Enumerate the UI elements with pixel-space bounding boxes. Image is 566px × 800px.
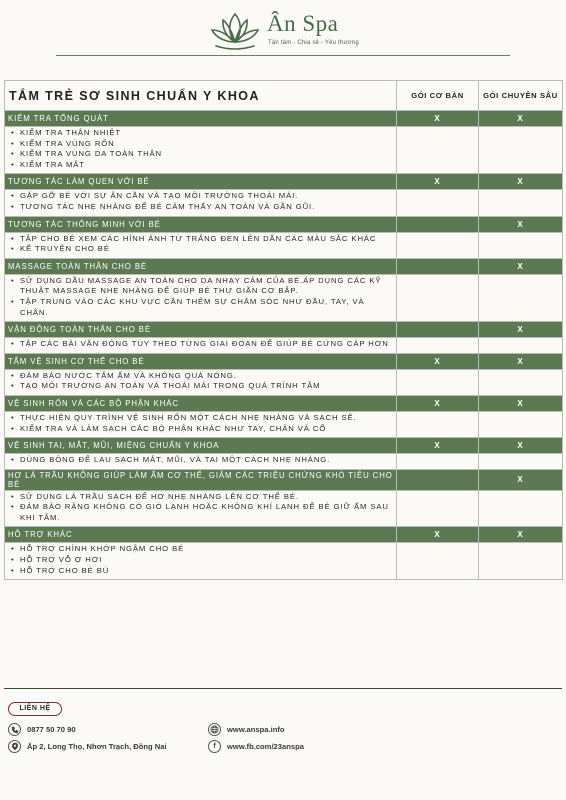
basic-package-mark xyxy=(397,322,479,338)
section-items-row xyxy=(5,274,563,321)
section-title: HỖ TRỢ KHÁC xyxy=(5,527,397,543)
section-items-row xyxy=(5,490,563,527)
list-item: • TẬP TRUNG VÀO CÁC KHU VỰC CẦN THÊM SỰ CHĂM SÓC NHƯ ĐẦU, TAY, VÀ CHÂN. xyxy=(10,297,393,318)
section-title: KIỂM TRA TỔNG QUÁT xyxy=(5,111,397,127)
list-item: • KIỂM TRA VÙNG RỐN xyxy=(10,139,393,150)
basic-package-mark xyxy=(397,258,479,274)
list-item: • SỬ DỤNG DẦU MASSAGE AN TOÀN CHO DA NHẠY CẢM CỦA BÉ.ÁP DỤNG CÁC KỸ THUẬT MASSAGE NHẸ NHÀNG ĐỂ GIÚP BÉ THƯ GIÃN CƠ BẮP. xyxy=(10,276,393,297)
premium-package-mark: X xyxy=(479,469,563,490)
empty-cell xyxy=(397,490,479,527)
section-items-row xyxy=(5,232,563,258)
section-header-row xyxy=(5,111,563,127)
item-list xyxy=(10,455,393,466)
list-item: • GẶP GỠ BÉ VỚI SỰ ÂN CẦN VÀ TẠO MÔI TRƯỜNG THOẢI MÁI. xyxy=(10,191,393,202)
item-list xyxy=(10,544,393,576)
section-items-row xyxy=(5,411,563,437)
contact-website[interactable] xyxy=(208,723,285,736)
lotus-logo-icon xyxy=(206,8,264,54)
empty-cell xyxy=(397,338,479,354)
list-item: • ĐẢM BẢO NƯỚC TẮM ẤM VÀ KHÔNG QUÁ NÓNG. xyxy=(10,371,393,382)
section-items-row xyxy=(5,190,563,216)
brand-name: Ân Spa xyxy=(267,11,339,36)
website-link: www.anspa.info xyxy=(227,725,285,734)
list-item: • HỖ TRỢ CHO BÉ BÚ xyxy=(10,566,393,577)
facebook-icon: f xyxy=(208,740,221,753)
section-header-row xyxy=(5,395,563,411)
empty-cell xyxy=(397,543,479,580)
address-text: Ấp 2, Long Thọ, Nhơn Trạch, Đồng Nai xyxy=(27,742,167,751)
list-item: • TƯƠNG TÁC NHẸ NHÀNG ĐỂ BÉ CẢM THẤY AN TOÀN VÀ GẦN GŨI. xyxy=(10,202,393,213)
header-divider xyxy=(56,55,510,56)
location-icon xyxy=(8,740,21,753)
list-item: • HỖ TRỢ CHỈNH KHỚP NGẬM CHO BÉ xyxy=(10,544,393,555)
section-items-row xyxy=(5,127,563,174)
item-list xyxy=(10,339,393,350)
list-item: • KỂ TRUYỆN CHO BÉ xyxy=(10,244,393,255)
empty-cell xyxy=(479,369,563,395)
section-items-row xyxy=(5,454,563,470)
contact-label: LIÊN HỆ xyxy=(8,702,62,716)
contact-phone[interactable] xyxy=(8,723,76,736)
premium-package-mark: X xyxy=(479,216,563,232)
table-title: TẮM TRẺ SƠ SINH CHUẨN Y KHOA xyxy=(5,81,397,111)
empty-cell xyxy=(479,411,563,437)
item-list xyxy=(10,492,393,524)
list-item: • ĐẢM BẢO RẰNG KHÔNG CÓ GIÓ LẠNH HOẶC KHÔNG KHÍ LẠNH ĐỂ BÉ GIỮ ẤM SAU KHI TẮM. xyxy=(10,502,393,523)
empty-cell xyxy=(479,454,563,470)
item-list xyxy=(10,276,393,318)
section-items xyxy=(5,127,397,174)
empty-cell xyxy=(479,490,563,527)
premium-package-mark: X xyxy=(479,258,563,274)
item-list xyxy=(10,413,393,434)
empty-cell xyxy=(479,190,563,216)
column-premium-package: GÓI CHUYÊN SÂU xyxy=(479,81,563,111)
item-list xyxy=(10,234,393,255)
empty-cell xyxy=(479,543,563,580)
basic-package-mark xyxy=(397,469,479,490)
section-items-row xyxy=(5,338,563,354)
section-header-row xyxy=(5,258,563,274)
globe-icon xyxy=(208,723,221,736)
list-item: • KIỂM TRA VÀ LÀM SẠCH CÁC BỘ PHẬN KHÁC NHƯ TAY, CHÂN VÀ CỔ xyxy=(10,424,393,435)
premium-package-mark: X xyxy=(479,438,563,454)
list-item: • KIỂM TRA THÂN NHIỆT xyxy=(10,128,393,139)
footer-divider xyxy=(4,688,562,689)
list-item: • HỖ TRỢ VỖ Ợ HƠI xyxy=(10,555,393,566)
table-body xyxy=(5,111,563,580)
list-item: • TẠO MÔI TRƯỜNG AN TOÀN VÀ THOẢI MÁI TRONG QUÁ TRÌNH TẮM xyxy=(10,381,393,392)
basic-package-mark: X xyxy=(397,353,479,369)
section-header-row xyxy=(5,216,563,232)
section-items xyxy=(5,190,397,216)
basic-package-mark: X xyxy=(397,111,479,127)
section-items xyxy=(5,274,397,321)
empty-cell xyxy=(479,338,563,354)
premium-package-mark: X xyxy=(479,322,563,338)
section-title: TẮM VỆ SINH CƠ THỂ CHO BÉ xyxy=(5,353,397,369)
premium-package-mark: X xyxy=(479,527,563,543)
empty-cell xyxy=(479,127,563,174)
empty-cell xyxy=(397,127,479,174)
basic-package-mark: X xyxy=(397,438,479,454)
empty-cell xyxy=(397,369,479,395)
premium-package-mark: X xyxy=(479,353,563,369)
section-header-row xyxy=(5,174,563,190)
section-header-row xyxy=(5,438,563,454)
section-items xyxy=(5,411,397,437)
header xyxy=(0,6,566,56)
item-list xyxy=(10,128,393,170)
section-title: TƯƠNG TÁC LÀM QUEN VỚI BÉ xyxy=(5,174,397,190)
section-title: TƯƠNG TÁC THÔNG MINH VỚI BÉ xyxy=(5,216,397,232)
section-items xyxy=(5,338,397,354)
premium-package-mark: X xyxy=(479,111,563,127)
list-item: • SỬ DỤNG LÁ TRẦU SẠCH ĐỂ HƠ NHẸ NHÀNG LÊN CƠ THỂ BÉ. xyxy=(10,492,393,503)
basic-package-mark xyxy=(397,216,479,232)
premium-package-mark: X xyxy=(479,174,563,190)
section-title: MASSAGE TOÀN THÂN CHO BÉ xyxy=(5,258,397,274)
service-table xyxy=(4,80,563,580)
section-items xyxy=(5,543,397,580)
section-title: VẬN ĐỘNG TOÀN THÂN CHO BÉ xyxy=(5,322,397,338)
section-header-row xyxy=(5,322,563,338)
basic-package-mark: X xyxy=(397,395,479,411)
list-item: • DÙNG BÔNG ĐỂ LAU SẠCH MẮT, MŨI, VÀ TAI MỘT CÁCH NHẸ NHÀNG. xyxy=(10,455,393,466)
table-header-row xyxy=(5,81,563,111)
section-header-row xyxy=(5,353,563,369)
column-basic-package: GÓI CƠ BẢN xyxy=(397,81,479,111)
basic-package-mark: X xyxy=(397,174,479,190)
section-items xyxy=(5,232,397,258)
empty-cell xyxy=(397,454,479,470)
list-item: • TẬP CÁC BÀI VẬN ĐỘNG TÙY THEO TỪNG GIAI ĐOẠN ĐỂ GIÚP BÉ CỨNG CÁP HƠN xyxy=(10,339,393,350)
contact-facebook[interactable] xyxy=(208,740,304,753)
contact-address xyxy=(8,740,167,753)
empty-cell xyxy=(397,411,479,437)
section-items-row xyxy=(5,543,563,580)
section-title: VỆ SINH RỐN VÀ CÁC BỘ PHẬN KHÁC xyxy=(5,395,397,411)
section-header-row xyxy=(5,527,563,543)
section-items xyxy=(5,490,397,527)
list-item: • KIỂM TRA MẮT xyxy=(10,160,393,171)
empty-cell xyxy=(397,190,479,216)
item-list xyxy=(10,191,393,212)
item-list xyxy=(10,371,393,392)
premium-package-mark: X xyxy=(479,395,563,411)
list-item: • KIỂM TRA VÙNG DA TOÀN THÂN xyxy=(10,149,393,160)
empty-cell xyxy=(479,274,563,321)
list-item: • THỰC HIỆN QUY TRÌNH VỆ SINH RỐN MỘT CÁCH NHẸ NHÀNG VÀ SẠCH SẼ. xyxy=(10,413,393,424)
section-items xyxy=(5,369,397,395)
section-items xyxy=(5,454,397,470)
brand-tagline: Tận tâm - Chia sẻ - Yêu thương xyxy=(268,40,359,46)
list-item: • TẬP CHO BÉ XEM CÁC HÌNH ẢNH TỪ TRẮNG ĐEN LÊN DẦN CÁC MÀU SẮC KHÁC xyxy=(10,234,393,245)
facebook-link: www.fb.com/23anspa xyxy=(227,742,304,751)
section-title: VỆ SINH TAI, MẮT, MŨI, MIỆNG CHUẨN Y KHOA xyxy=(5,438,397,454)
basic-package-mark: X xyxy=(397,527,479,543)
empty-cell xyxy=(397,232,479,258)
empty-cell xyxy=(397,274,479,321)
section-header-row xyxy=(5,469,563,490)
section-items-row xyxy=(5,369,563,395)
phone-number: 0877 50 70 90 xyxy=(27,725,76,734)
phone-icon xyxy=(8,723,21,736)
empty-cell xyxy=(479,232,563,258)
section-title: HƠ LÁ TRẦU KHÔNG GIÚP LÀM ẤM CƠ THỂ, GIẢM CÁC TRIỆU CHỨNG KHÓ TIÊU CHO BÉ xyxy=(5,469,397,490)
